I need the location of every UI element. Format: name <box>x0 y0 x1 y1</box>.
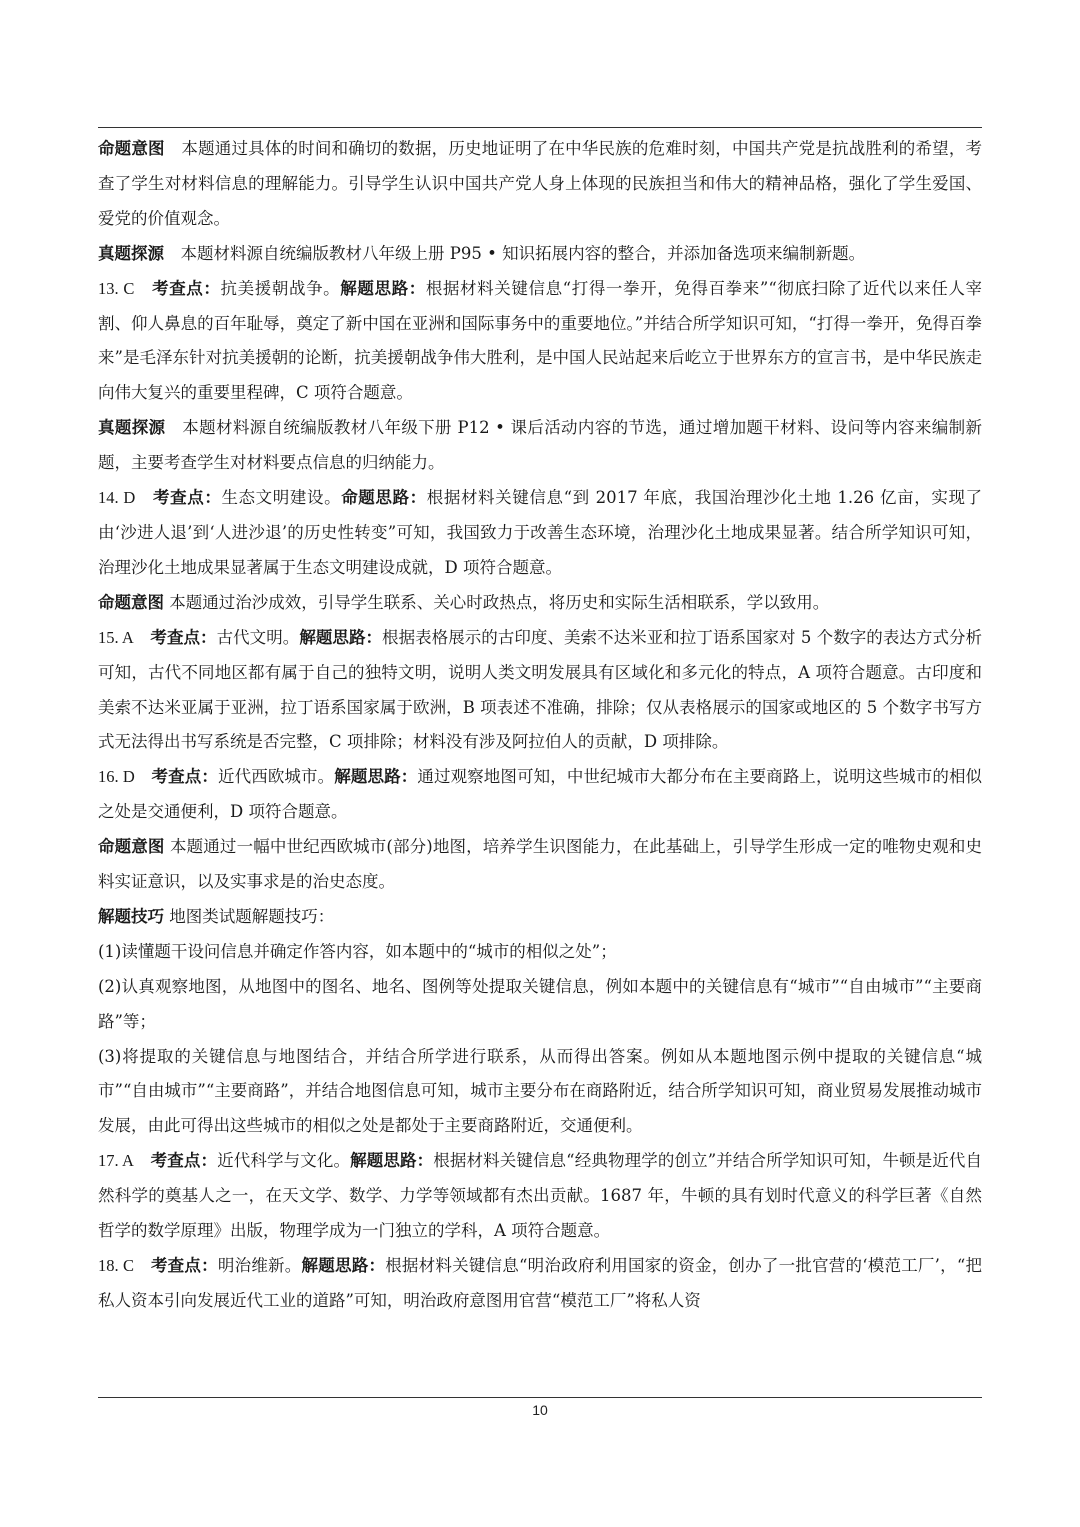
label-solution: 解题思路 <box>340 278 409 298</box>
source-paragraph <box>98 411 982 481</box>
question-number: 18. C <box>98 1256 134 1275</box>
question-number: 17. A <box>98 1151 134 1171</box>
block-label: 真题探源 <box>98 418 166 438</box>
question-number: 14. D <box>98 488 136 508</box>
block-text: 本题通过一幅中世纪西欧城市(部分)地图，培养学生识图能力，在此基础上，引导学生形成一定的唯物史观和史料实证意识，以及实事求是的治史态度。 <box>98 837 983 892</box>
technique-step-2: (2)认真观察地图，从地图中的图名、地名、图例等处提取关键信息，例如本题中的关键信息有“城市”“自由城市”“主要商路”等； <box>98 976 982 1031</box>
block-text: 本题材料源自统编版教材八年级上册 P95 • 知识拓展内容的整合，并添加备选项来编制新题。 <box>180 243 866 263</box>
footer-rule <box>98 1397 982 1398</box>
block-label: 命题意图 <box>98 139 165 158</box>
intent-paragraph <box>98 586 982 621</box>
intent-paragraph <box>98 830 982 900</box>
label-check-point: 考查点 <box>151 767 202 787</box>
header-rule <box>98 127 982 128</box>
answer-14: 14. D 考查点：生态文明建设。命题思路：根据材料关键信息“到 2017 年底，我国治理沙化土地 1.26 亿亩，实现了由‘沙进人退’到‘人进沙退’的历史性转变”可知，我国致力于改善生态环境，治理沙化土地成果显著。结合所学知识可知，治理沙化土地成果显著属于生态文明建设成就，D 项符合题意。 <box>98 488 983 577</box>
question-number: 13. C <box>98 278 135 298</box>
answer-explanations <box>98 132 982 1319</box>
question-number: 16. D <box>98 767 135 787</box>
answer-16: 16. D 考查点：近代西欧城市。解题思路：通过观察地图可知，中世纪城市大都分布在主要商路上，说明这些城市的相似之处是交通便利，D 项符合题意。 <box>98 767 983 822</box>
label-solution: 解题思路 <box>350 1151 417 1171</box>
block-label: 真题探源 <box>98 243 164 263</box>
label-solution: 解题思路 <box>301 1256 369 1275</box>
label-solution: 解题思路 <box>299 627 366 647</box>
block-text: 地图类试题解题技巧： <box>169 906 335 926</box>
question-number: 15. A <box>98 627 134 647</box>
label-check-point: 考查点 <box>150 1151 201 1171</box>
answer-13: 13. C 考查点：抗美援朝战争。解题思路：根据材料关键信息“打得一拳开，免得百拳来”“彻底扫除了近代以来任人宰割、仰人鼻息的百年耻辱，奠定了新中国在亚洲和国际事务中的重要地位。”并结合所学知识可知，“打得一拳开，免得百拳来”是毛泽东针对抗美援朝的论断，抗美援朝战争伟大胜利，是中国人民站起来后屹立于世界东方的宣言书，是中华民族走向伟大复兴的重要里程碑，C 项符合题意。 <box>98 278 983 403</box>
block-text: 本题通过治沙成效，引导学生联系、关心时政热点，将历史和实际生活相联系，学以致用。 <box>169 592 830 612</box>
label-check-point: 考查点 <box>152 278 204 298</box>
answer-17: 17. A 考查点：近代科学与文化。解题思路：根据材料关键信息“经典物理学的创立”并结合所学知识可知，牛顿是近代自然科学的奠基人之一，在天文学、数学、力学等领域都有杰出贡献。1687 年，牛顿的具有划时代意义的科学巨著《自然哲学的数学原理》出版，物理学成为一门独立的学科，A 项符合题意。 <box>98 1151 983 1241</box>
intent-paragraph <box>98 132 982 237</box>
block-text: 本题通过具体的时间和确切的数据，历史地证明了在中华民族的危难时刻，中国共产党是抗战胜利的希望，考查了学生对材料信息的理解能力。引导学生认识中国共产党人身上体现的民族担当和伟大的精神品格，强化了学生爱国、爱党的价值观念。 <box>98 139 983 228</box>
label-check-point: 考查点 <box>150 1256 202 1275</box>
label-solution: 解题思路 <box>334 767 401 787</box>
label-solution: 命题思路 <box>341 488 410 508</box>
block-text: 本题材料源自统编版教材八年级下册 P12 • 课后活动内容的节选，通过增加题干材料、设问等内容来编制新题，主要考查学生对材料要点信息的归纳能力。 <box>98 418 982 473</box>
answer-18: 18. C 考查点：明治维新。解题思路：根据材料关键信息“明治政府利用国家的资金，创办了一批官营的‘模范工厂’，“把私人资本引向发展近代工业的道路”可知，明治政府意图用官营“模范工厂”将私人资 <box>98 1256 983 1310</box>
page-number: 10 <box>532 1402 548 1418</box>
technique-paragraph <box>98 900 982 935</box>
label-check-point: 考查点 <box>150 627 201 647</box>
technique-step-3: (3)将提取的关键信息与地图结合，并结合所学进行联系，从而得出答案。例如从本题地图示例中提取的关键信息“城市”“自由城市”“主要商路”，并结合地图信息可知，城市主要分布在商路附近，结合所学知识可知，商业贸易发展推动城市发展，由此可得出这些城市的相似之处是都处于主要商路附近，交通便利。 <box>98 1046 982 1136</box>
label-check-point: 考查点 <box>153 488 205 508</box>
block-label: 解题技巧 <box>98 906 164 926</box>
block-label: 命题意图 <box>98 592 164 612</box>
technique-step-1: (1)读懂题干设问信息并确定作答内容，如本题中的“城市的相似之处”； <box>98 941 617 961</box>
answer-15: 15. A 考查点：古代文明。解题思路：根据表格展示的古印度、美索不达米亚和拉丁语系国家对 5 个数字的表达方式分析可知，古代不同地区都有属于自己的独特文明，说明人类文明发展具有区域化和多元化的特点，A 项符合题意。古印度和美索不达米亚属于亚洲，拉丁语系国家属于欧洲，B 项表述不准确，排除；仅从表格展示的国家或地区的 5 个数字书写方式无法得出书写系统是否完整，C 项排除；材料没有涉及阿拉伯人的贡献，D 项排除。 <box>98 627 983 752</box>
block-label: 命题意图 <box>98 837 165 857</box>
source-paragraph <box>98 237 982 272</box>
